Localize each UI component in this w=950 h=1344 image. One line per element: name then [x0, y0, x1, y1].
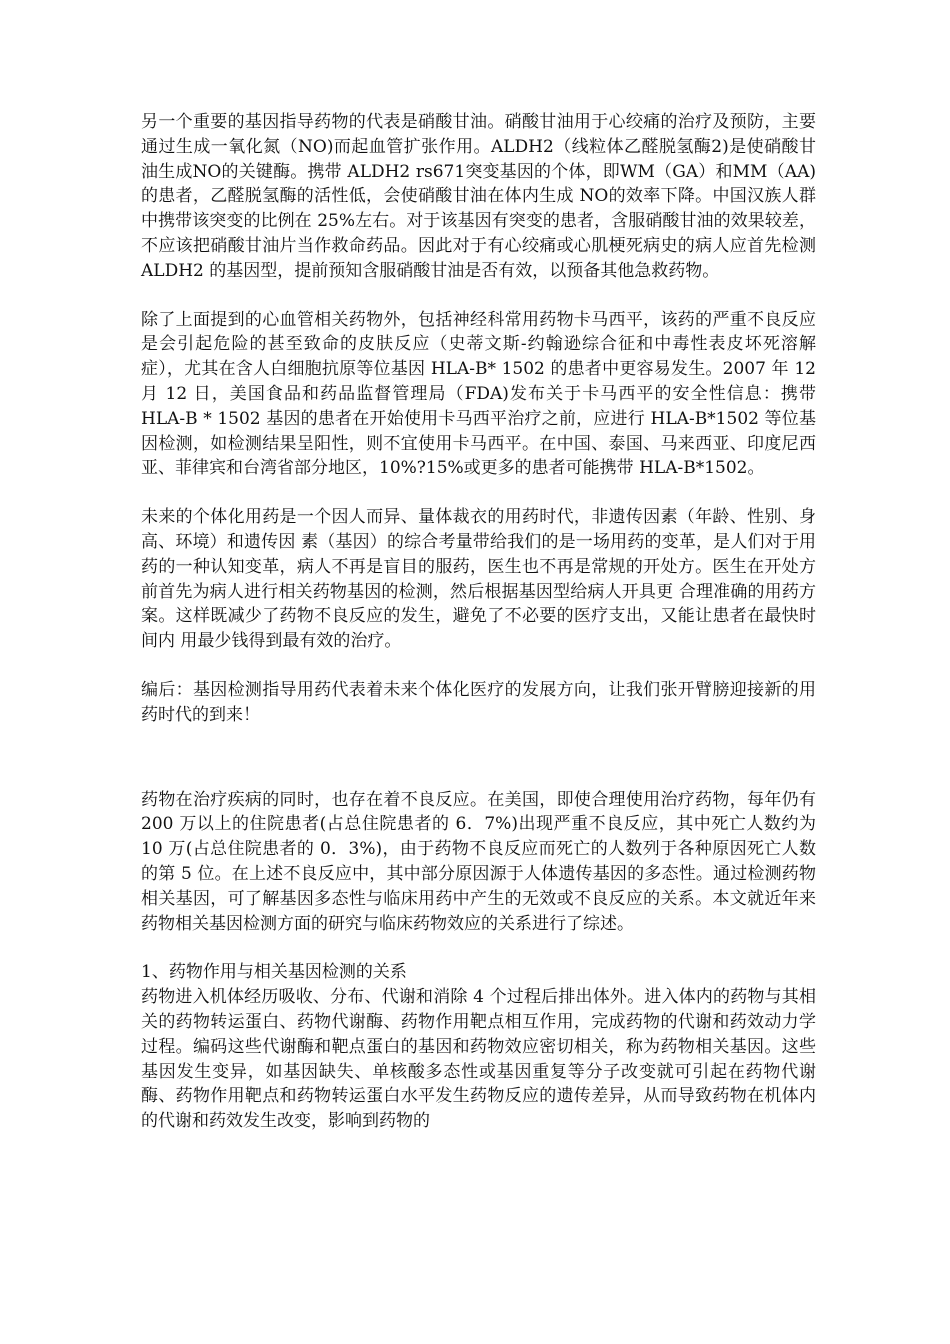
paragraph-spacer	[141, 284, 816, 308]
section-spacer	[141, 728, 816, 788]
paragraph-spacer	[141, 481, 816, 505]
paragraph-carbamazepine: 除了上面提到的心血管相关药物外，包括神经科常用药物卡马西平，该药的严重不良反应是会引起危险的甚至致命的皮肤反应（史蒂文斯-约翰逊综合征和中毒性表皮坏死溶解症），尤其在含人白细胞抗原等位基因 HLA-B* 1502 的患者中更容易发生。2007 年 12 月 12 日，美国食品和药品监督管理局（FDA)发布关于卡马西平的安全性信息：携带 HLA-B * 1502 基因的患者在开始使用卡马西平治疗之前，应进行 HLA-B*1502 等位基因检测，如检测结果呈阳性，则不宜使用卡马西平。在中国、泰国、马来西亚、印度尼西亚、菲律宾和台湾省部分地区，10%?15%或更多的患者可能携带 HLA-B*1502。	[141, 309, 816, 479]
paragraph-editor-note: 编后：基因检测指导用药代表着未来个体化医疗的发展方向，让我们张开臂膀迎接新的用药时代的到来！	[141, 679, 816, 725]
paragraph-spacer	[141, 654, 816, 678]
paragraph-personalized-medicine: 未来的个体化用药是一个因人而异、量体裁衣的用药时代，非遗传因素（年龄、性别、身高、环境）和遗传因 素（基因）的综合考量带给我们的是一场用药的变革，是人们对于用药的一种认知变革，病人不再是盲目的服药，医生也不再是常规的开处方。医生在开处方前首先为病人进行相关药物基因的检测，然后根据基因型给病人开具更 合理准确的用药方案。这样既减少了药物不良反应的发生，避免了不必要的医疗支出，又能让患者在最快时间内 用最少钱得到最有效的治疗。	[141, 507, 816, 652]
paragraph-adverse-reactions: 药物在治疗疾病的同时，也存在着不良反应。在美国，即使合理使用治疗药物，每年仍有 200 万以上的住院患者(占总住院患者的 6．7%)出现严重不良反应，其中死亡人数约为 10 万(占总住院患者的 0．3%)，由于药物不良反应而死亡的人数列于各种原因死亡人数的第 5 位。在上述不良反应中，其中部分原因源于人体遗传基因的多态性。通过检测药物相关基因，可了解基因多态性与临床用药中产生的无效或不良反应的关系。本文就近年来药物相关基因检测方面的研究与临床药物效应的关系进行了综述。	[141, 789, 816, 934]
paragraph-nitroglycerin: 另一个重要的基因指导药物的代表是硝酸甘油。硝酸甘油用于心绞痛的治疗及预防，主要通过生成一氧化氮（NO)而起血管扩张作用。ALDH2（线粒体乙醛脱氢酶2)是使硝酸甘油生成NO的关键酶。携带 ALDH2 rs671突变基因的个体，即WM（GA）和MM（AA)的患者，乙醛脱氢酶的活性低，会使硝酸甘油在体内生成 NO的效率下降。中国汉族人群中携带该突变的比例在 25%左右。对于该基因有突变的患者，含服硝酸甘油的效果较差，不应该把硝酸甘油片当作救命药品。因此对于有心绞痛或心肌梗死病史的病人应首先检测 ALDH2 的基因型，提前预知含服硝酸甘油是否有效，以预备其他急救药物。	[141, 112, 816, 281]
paragraph-spacer	[141, 936, 816, 960]
section-heading: 1、药物作用与相关基因检测的关系	[141, 962, 407, 983]
paragraph-drug-genes: 药物进入机体经历吸收、分布、代谢和消除 4 个过程后排出体外。进入体内的药物与其相关的药物转运蛋白、药物代谢酶、药物作用靶点相互作用，完成药物的代谢和药效动力学过程。编码这些代谢酶和靶点蛋白的基因和药物效应密切相关，称为药物相关基因。这些基因发生变异，如基因缺失、单核酸多态性或基因重复等分子改变就可引起在药物代谢酶、药物作用靶点和药物转运蛋白水平发生药物反应的遗传差异，从而导致药物在机体内的代谢和药效发生改变，影响到药物的	[141, 987, 816, 1132]
document-page	[141, 110, 816, 1134]
